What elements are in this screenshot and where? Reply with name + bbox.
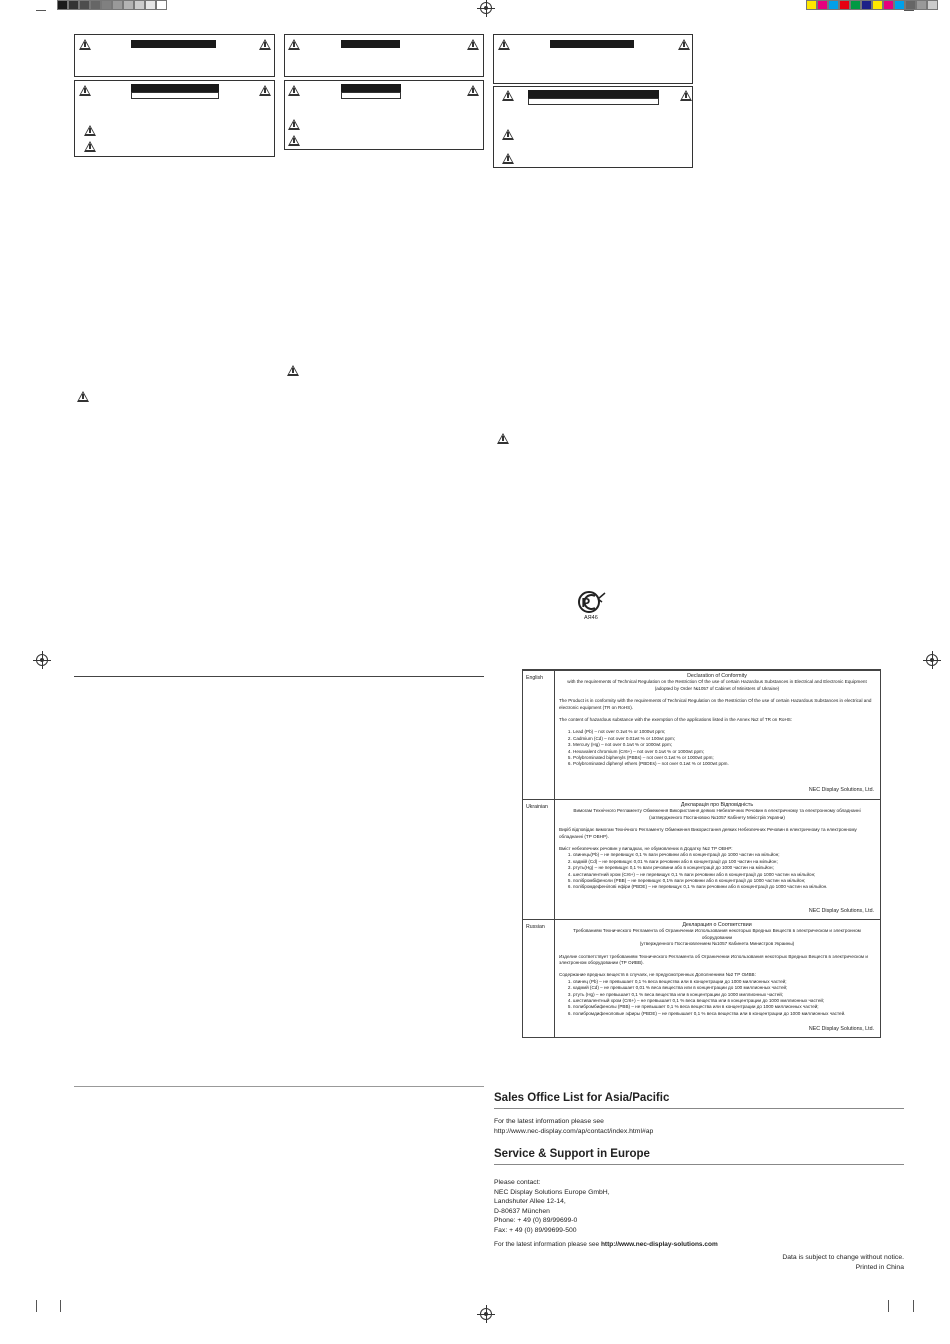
declaration-paragraph: Виріб відповідає вимогам Технічного Регламенту Обмеження Використання деяких Небезпечних Речовин в електричному та електронному обладнанні (ТР ОВНР). [559, 827, 857, 839]
list-item: 4. шестивалентный хром (Cr6+) – не превышает 0,1 % веса вещества или в концентрации до 1000 миллионных частей; [573, 998, 875, 1004]
section-divider [74, 676, 484, 677]
signature: NEC Display Solutions, Ltd. [808, 908, 874, 914]
crop-mark [913, 1300, 914, 1312]
color-swatch [883, 0, 894, 10]
warning-icon [497, 433, 509, 444]
latest-info-line [494, 1240, 718, 1250]
color-swatch [916, 0, 927, 10]
warning-icon [79, 39, 91, 50]
declaration-paragraph: Содержание вредных веществ в случаях, не предусмотренных Дополнением №2 ТР ОИВВ: [559, 972, 756, 978]
color-swatch [68, 0, 79, 10]
list-item: 2. Cadmium (Cd) – not over 0.01wt % or 100wt ppm; [573, 736, 875, 742]
heading-underline [494, 1108, 904, 1109]
warning-icon [288, 135, 300, 146]
color-swatch [90, 0, 101, 10]
warning-icon [259, 85, 271, 96]
caution-title-bar [528, 90, 659, 98]
caution-box [284, 80, 484, 150]
warning-icon [259, 39, 271, 50]
latest-info-link[interactable]: http://www.nec-display-solutions.com [600, 1241, 718, 1248]
declaration-text [559, 673, 875, 768]
warning-icon [79, 85, 91, 96]
list-item: 6. Polybrominated diphenyl ethers (PBDEs) – not over 0.1wt % or 1000wt ppm. [573, 761, 875, 767]
warning-icon [467, 85, 479, 96]
list-item: 5. Polybrominated biphenyls (PBBs) – not over 0.1wt % or 1000wt ppm; [573, 755, 875, 761]
crop-mark [888, 1300, 889, 1312]
contact-label: Please contact: [494, 1179, 541, 1186]
signature: NEC Display Solutions, Ltd. [808, 1026, 874, 1032]
color-swatch [145, 0, 156, 10]
declaration-subtitle: Требованиям Технического Регламента об Ограничении Использования некоторых Вредных Веществ в электрическом и электронном оборудовании [573, 928, 861, 940]
street-address: Landshuter Allee 12-14, [494, 1198, 566, 1206]
table-row-ukrainian [523, 799, 880, 920]
declaration-paragraph: The content of hazardous substance with the exemption of the applications listed in the Annex №2 of TR on RoHS: [559, 717, 793, 723]
declaration-subtitle: Вимогам Технічного Регламенту Обмеження Використання деяких Небезпечних Речовин в електричному та електронному обладнанні [573, 808, 861, 814]
warning-icon [84, 125, 96, 136]
declaration-title: Декларация о Соответствии [682, 922, 752, 928]
caution-subtitle-bar [528, 98, 659, 105]
sales-office-heading: Sales Office List for Asia/Pacific [494, 1092, 670, 1104]
color-swatch [123, 0, 134, 10]
grayscale-color-bar [57, 0, 167, 10]
list-item: 2. кадмій (Cd) – не перевищує 0,01 % ваги речовини або в концентрації до 100 частин на мільйон; [573, 859, 875, 865]
svg-text:P: P [581, 595, 591, 610]
service-support-contact [494, 1178, 610, 1236]
service-support-heading: Service & Support in Europe [494, 1148, 650, 1160]
color-swatch [828, 0, 839, 10]
language-label: Ukrainian [526, 804, 548, 810]
color-swatch [57, 0, 68, 10]
warning-icon [288, 119, 300, 130]
caution-subtitle-bar [341, 92, 401, 99]
printed-in: Printed in China [855, 1263, 904, 1271]
registration-mark-top [480, 2, 492, 14]
warning-title-bar [131, 40, 216, 48]
warning-icon [287, 365, 299, 376]
list-item: 5. полибромбифенолы (PBB) – не превышает 0,1 % веса вещества или в концентрации до 1000 миллионных частей; [573, 1004, 875, 1010]
crop-mark [36, 10, 46, 11]
table-row-english [523, 670, 880, 800]
warning-icon [502, 153, 514, 164]
color-swatch [927, 0, 938, 10]
declaration-subtitle: (затвердженого Постановою №1057 Кабінету Міністрів України) [649, 814, 785, 820]
color-swatch [861, 0, 872, 10]
declaration-paragraph: Вміст небезпечних речовин у випадках, не обумовлених в Додатку №2 ТР ОВНР: [559, 846, 733, 852]
caution-box [74, 80, 275, 157]
list-item: 5. полібромбіфеноли (PBB) – не перевищує 0,1% ваги речовини або в концентрації до 1000 частин на мільйон; [573, 878, 875, 884]
warning-title-bar [341, 40, 400, 48]
rst-certification-mark-icon [578, 590, 606, 614]
footer-notice [782, 1253, 904, 1272]
color-swatch [79, 0, 90, 10]
latest-info-text: For the latest information please see [494, 1241, 601, 1248]
registration-mark-left [36, 654, 48, 666]
color-swatch [101, 0, 112, 10]
color-swatch [156, 0, 167, 10]
warning-icon [467, 39, 479, 50]
warning-icon [288, 85, 300, 96]
list-item: 6. полібромдефенілові ефіри (PBDE) – не перевищує 0,1 % ваги речовини або в концентрації до 1000 частин на мільйон. [573, 884, 875, 890]
warning-box [284, 34, 484, 77]
heading-underline [494, 1164, 904, 1165]
caution-title-bar [341, 84, 401, 92]
color-swatch [817, 0, 828, 10]
sales-office-info [494, 1117, 653, 1136]
registration-mark-bottom [480, 1308, 492, 1320]
list-item: 3. ртуть (Hg) – не превышает 0,1 % веса вещества или в концентрации до 1000 миллионных частей; [573, 992, 875, 998]
list-item: 3. ртуть(Hg) – не перевищує 0,1 % ваги речовини або в концентрації до 1000 частин на мільйон; [573, 865, 875, 871]
declaration-text [559, 922, 875, 1017]
list-item: 4. шестивалентний хром (Cr6+) – не перевищує 0,1 % ваги речовини або в концентрації до 1000 частин на мільйон; [573, 872, 875, 878]
color-swatch [850, 0, 861, 10]
crop-mark [60, 1300, 61, 1312]
warning-box [74, 34, 275, 77]
crop-mark [36, 1300, 37, 1312]
declaration-paragraph: The Product is in conformity with the requirements of Technical Regulation on the Restriction Of the use of certain Hazardous Substances in electrical and electronic equipment (TR on RoHS). [559, 698, 872, 710]
list-item: 1. Lead (Pb) – not over 0.1wt % or 1000wt ppm; [573, 729, 875, 735]
warning-icon [680, 90, 692, 101]
declaration-subtitle: with the requirements of Technical Regulation on the Restriction Of the use of certain Hazardous Substances in Electrical and Electronic Equipment [567, 679, 867, 685]
warning-icon [502, 90, 514, 101]
signature: NEC Display Solutions, Ltd. [808, 787, 874, 793]
section-divider [74, 1086, 484, 1087]
phone-number: Phone: + 49 (0) 89/99699-0 [494, 1217, 578, 1225]
company-name: NEC Display Solutions Europe GmbH, [494, 1188, 610, 1196]
warning-icon [84, 141, 96, 152]
color-swatch [806, 0, 817, 10]
declaration-text [559, 802, 875, 891]
change-notice: Data is subject to change without notice. [782, 1254, 904, 1261]
warning-icon [678, 39, 690, 50]
declaration-title: Declaration of Conformity [687, 673, 747, 679]
caution-subtitle-bar [131, 92, 219, 99]
registration-mark-right [926, 654, 938, 666]
color-swatch [112, 0, 123, 10]
color-swatch [872, 0, 883, 10]
declaration-paragraph: Изделие соответствует требованиям Технического Регламента об Ограничении Использования некоторых Вредных Веществ в электрическом и электронном оборудовании (ТР ОИВВ). [559, 953, 868, 966]
declaration-of-conformity-table [522, 669, 881, 1038]
warning-title-bar [550, 40, 634, 48]
sales-office-text: For the latest information please see [494, 1118, 604, 1125]
warning-icon [77, 391, 89, 402]
declaration-subtitle: (adopted by Order №1057 of Cabinet of Ministers of Ukraine) [654, 685, 780, 691]
color-swatch [134, 0, 145, 10]
list-item: 4. Hexavalent chromium (Cr6+) – not over 0.1wt % or 1000wt ppm; [573, 749, 875, 755]
list-item: 1. свинець(Pb) – не перевищує 0,1 % ваги речовини або в концентрації до 1000 частин на мільйон; [573, 852, 875, 858]
certification-code: AЯ46 [584, 615, 598, 621]
list-item: 3. Mercury (Hg) – not over 0.1wt % or 1000wt ppm; [573, 742, 875, 748]
warning-icon [288, 39, 300, 50]
list-item: 2. кадмий (Cd) – не превышает 0,01 % веса вещества или в концентрации до 100 миллионных частей; [573, 985, 875, 991]
color-swatch [839, 0, 850, 10]
language-label: English [526, 675, 544, 681]
list-item: 6. полибромдифеноловые эфиры (PBDE) – не превышает 0,1 % веса вещества или в концентрации до 1000 миллионных частей. [573, 1011, 875, 1017]
color-swatch [905, 0, 916, 10]
caution-box [493, 86, 693, 168]
substance-list [559, 729, 875, 767]
declaration-subtitle: (утвержденного Постановлением №1057 Кабинета Министров Украины) [639, 941, 795, 947]
fax-number: Fax: + 49 (0) 89/99699-500 [494, 1226, 577, 1234]
cmyk-color-bar [806, 0, 938, 10]
warning-icon [502, 129, 514, 140]
color-swatch [894, 0, 905, 10]
sales-office-link[interactable]: http://www.nec-display.com/ap/contact/index.html#ap [494, 1127, 654, 1135]
warning-box [493, 34, 693, 84]
declaration-title: Декларація про Відповідність [680, 802, 754, 808]
substance-list [559, 852, 875, 890]
list-item: 1. свинец (Pb) – не превышает 0,1 % веса вещества или в концентрации до 1000 миллионных частей; [573, 979, 875, 985]
warning-icon [498, 39, 510, 50]
caution-title-bar [131, 84, 219, 92]
substance-list [559, 979, 875, 1017]
city-address: D-80637 München [494, 1207, 550, 1215]
table-row-russian [523, 919, 880, 1039]
crop-mark [904, 10, 914, 11]
language-label: Russian [526, 924, 545, 930]
